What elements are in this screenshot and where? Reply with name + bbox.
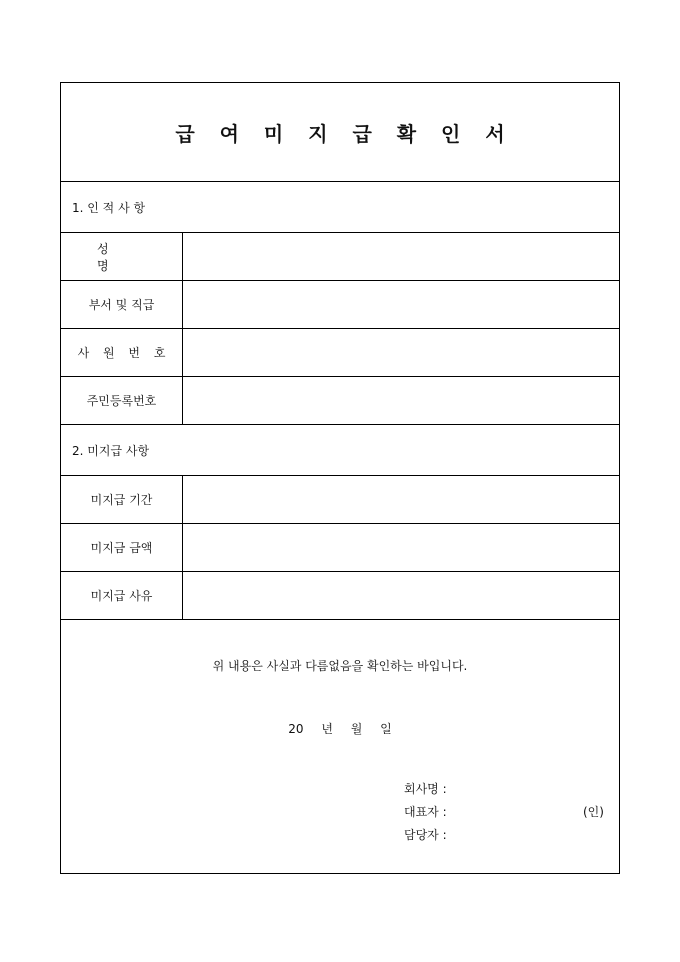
section2-heading-row xyxy=(61,425,619,476)
field-row-name xyxy=(61,233,619,281)
field-label-unpaid-amount: 미지금 금액 xyxy=(61,524,183,571)
representative-label: 대표자 : xyxy=(404,805,447,819)
confirmation-area xyxy=(61,622,619,874)
field-label-name: 성 명 xyxy=(61,233,183,280)
field-value-unpaid-amount[interactable] xyxy=(182,524,619,571)
field-row-resident-number xyxy=(61,377,619,425)
field-value-department[interactable] xyxy=(182,281,619,328)
field-row-unpaid-reason xyxy=(61,572,619,620)
company-label: 회사명 : xyxy=(404,782,447,796)
field-row-employee-number xyxy=(61,329,619,377)
field-label-resident-number: 주민등록번호 xyxy=(61,377,183,424)
field-value-resident-number[interactable] xyxy=(182,377,619,424)
document-title: 급 여 미 지 급 확 인 서 xyxy=(175,121,514,146)
title-row xyxy=(61,83,619,182)
section1-heading-row xyxy=(61,182,619,233)
field-value-unpaid-reason[interactable] xyxy=(182,572,619,619)
field-value-name[interactable] xyxy=(182,233,619,280)
field-label-employee-number: 사 원 번 호 xyxy=(61,329,183,376)
section1-heading: 1. 인 적 사 항 xyxy=(72,200,146,215)
confirmation-statement: 위 내용은 사실과 다름없음을 확인하는 바입니다. xyxy=(212,659,468,673)
date-line: 20 년 월 일 xyxy=(288,722,392,736)
field-label-unpaid-reason: 미지급 사유 xyxy=(61,572,183,619)
section2-heading: 2. 미지급 사항 xyxy=(72,443,150,458)
manager-label: 담당자 : xyxy=(404,828,447,842)
field-row-unpaid-period xyxy=(61,476,619,524)
field-value-unpaid-period[interactable] xyxy=(182,476,619,523)
seal-mark: (인) xyxy=(583,805,604,819)
field-value-employee-number[interactable] xyxy=(182,329,619,376)
confirmation-form xyxy=(60,82,620,874)
field-label-unpaid-period: 미지급 기간 xyxy=(61,476,183,523)
field-label-department: 부서 및 직급 xyxy=(61,281,183,328)
field-row-department xyxy=(61,281,619,329)
field-row-unpaid-amount xyxy=(61,524,619,572)
